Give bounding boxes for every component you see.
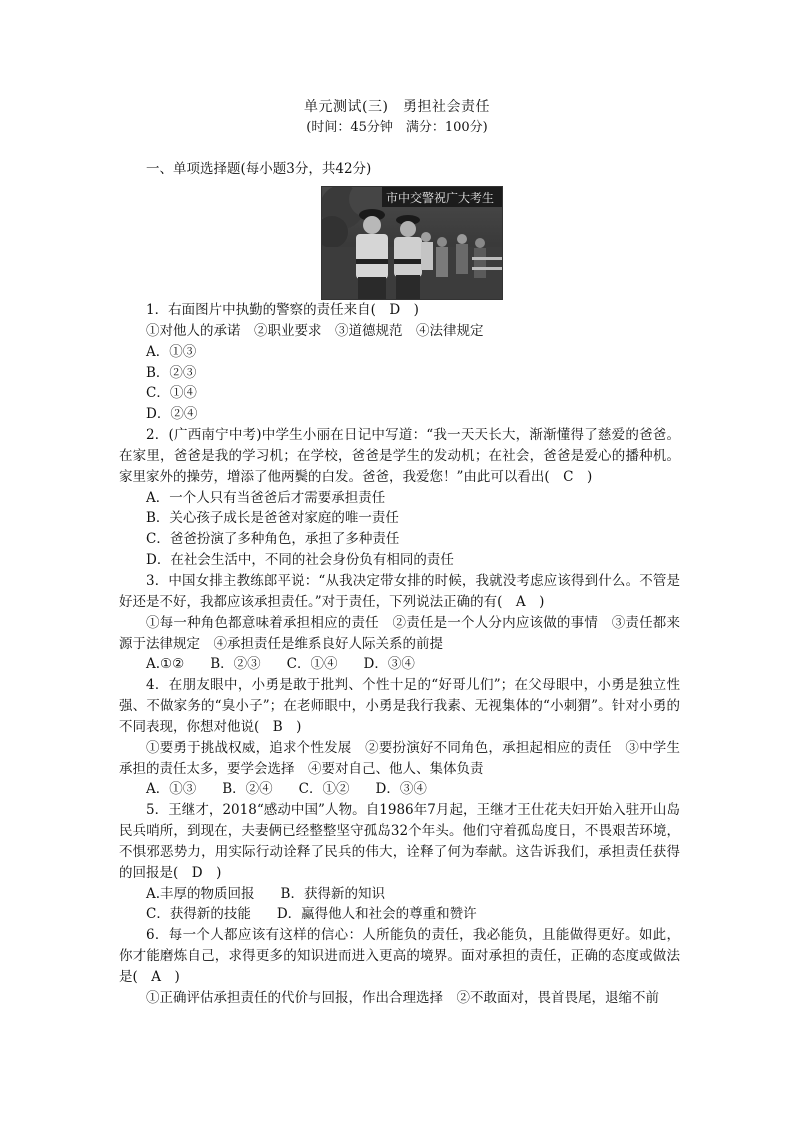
question-3-option-a: A.①② bbox=[146, 656, 185, 673]
question-3-option-d: D．③④ bbox=[363, 656, 415, 673]
question-3-option-c: C．①④ bbox=[286, 656, 338, 673]
question-2-option-c: C．爸爸扮演了多种角色，承担了多种责任 bbox=[146, 531, 400, 548]
question-4-options bbox=[119, 779, 680, 800]
question-3-options bbox=[119, 654, 680, 675]
question-2-option-b: B．关心孩子成长是爸爸对家庭的唯一责任 bbox=[146, 510, 399, 527]
question-4-stem: 4．在朋友眼中，小勇是敢于批判、个性十足的“好哥儿们”；在父母眼中，小勇是独立性强、不做家务的“臭小子”；在老师眼中，小勇是我行我素、无视集体的“小刺猬”。针对小勇的不同表现，你想对他说( B ) bbox=[119, 677, 680, 735]
question-4-statements: ①要勇于挑战权威，追求个性发展 ②要扮演好不同角色，承担起相应的责任 ③中学生承担的责任太多，要学会选择 ④要对自己、他人、集体负责 bbox=[119, 739, 680, 777]
question-1-option-a: A．①③ bbox=[146, 343, 197, 360]
question-5-option-b: B．获得新的知识 bbox=[280, 885, 385, 902]
question-3-statements: ①每一种角色都意味着承担相应的责任 ②责任是一个人分内应该做的事情 ③责任都来源于法律规定 ④承担责任是维系良好人际关系的前提 bbox=[119, 614, 680, 652]
question-2-option-d: D．在社会生活中，不同的社会身份负有相同的责任 bbox=[146, 552, 454, 569]
question-6-stem: 6．每一个人都应该有这样的信心：人所能负的责任，我必能负，且能做得更好。如此，你才能磨炼自己，求得更多的知识进而进入更高的境界。面对承担的责任，正确的态度或做法是( A ) bbox=[119, 927, 680, 985]
question-4-option-d: D．③④ bbox=[375, 781, 427, 798]
police-photo bbox=[321, 186, 503, 300]
question-5-options-row-1 bbox=[119, 884, 680, 905]
question-1-statements: ①对他人的承诺 ②职业要求 ③道德规范 ④法律规定 bbox=[146, 322, 484, 339]
question-2-stem: 2．(广西南宁中考)中学生小丽在日记中写道：“我一天天长大，渐渐懂得了慈爱的爸爸。在家里，爸爸是我的学习机；在学校，爸爸是学生的发动机；在社会，爸爸是爱心的播种机。家里家外的操劳，增添了他两鬓的白发。爸爸，我爱您！”由此可以看出( C ) bbox=[119, 427, 680, 485]
question-5-stem: 5．王继才，2018“感动中国”人物。自1986年7月起，王继才王仕花夫妇开始入驻开山岛民兵哨所，到现在，夫妻俩已经整整坚守孤岛32个年头。他们守着孤岛度日，不畏艰苦环境，不惧邪恶势力，用实际行动诠释了民兵的伟大，诠释了何为奉献。这告诉我们，承担责任获得的回报是( D ) bbox=[119, 802, 680, 881]
banner-text: 市中交警祝广大考生 bbox=[386, 191, 495, 205]
page-title: 单元测试(三) 勇担社会责任 bbox=[304, 99, 490, 115]
question-1-option-d: D．②④ bbox=[146, 406, 198, 423]
question-1-option-b: B．②③ bbox=[146, 364, 197, 381]
question-3-stem: 3．中国女排主教练郎平说：“从我决定带女排的时候，我就没考虑应该得到什么。不管是好还是不好，我都应该承担责任。”对于责任，下列说法正确的有( A ) bbox=[119, 572, 680, 610]
question-4-option-a: A．①③ bbox=[146, 781, 197, 798]
question-list bbox=[119, 300, 680, 1009]
question-1-option-c: C．①④ bbox=[146, 385, 197, 402]
question-3-option-b: B．②③ bbox=[210, 656, 261, 673]
question-4-option-c: C．①② bbox=[298, 781, 350, 798]
question-2-option-a: A．一个人只有当爸爸后才需要承担责任 bbox=[146, 489, 386, 506]
question-5-option-c: C．获得新的技能 bbox=[146, 906, 251, 923]
question-1-stem: 1．右面图片中执勤的警察的责任来自( D ) bbox=[146, 302, 419, 318]
question-5-options-row-2 bbox=[119, 904, 680, 925]
section-heading: 一、单项选择题(每小题3分，共42分) bbox=[146, 161, 372, 177]
question-6-statements: ①正确评估承担责任的代价与回报，作出合理选择 ②不敢面对，畏首畏尾，退缩不前 bbox=[146, 989, 659, 1006]
question-4-option-b: B．②④ bbox=[222, 781, 273, 798]
question-5-option-d: D．赢得他人和社会的尊重和赞许 bbox=[276, 906, 477, 923]
exam-info: (时间：45分钟 满分：100分) bbox=[306, 120, 488, 135]
question-5-option-a: A.丰厚的物质回报 bbox=[146, 885, 255, 902]
